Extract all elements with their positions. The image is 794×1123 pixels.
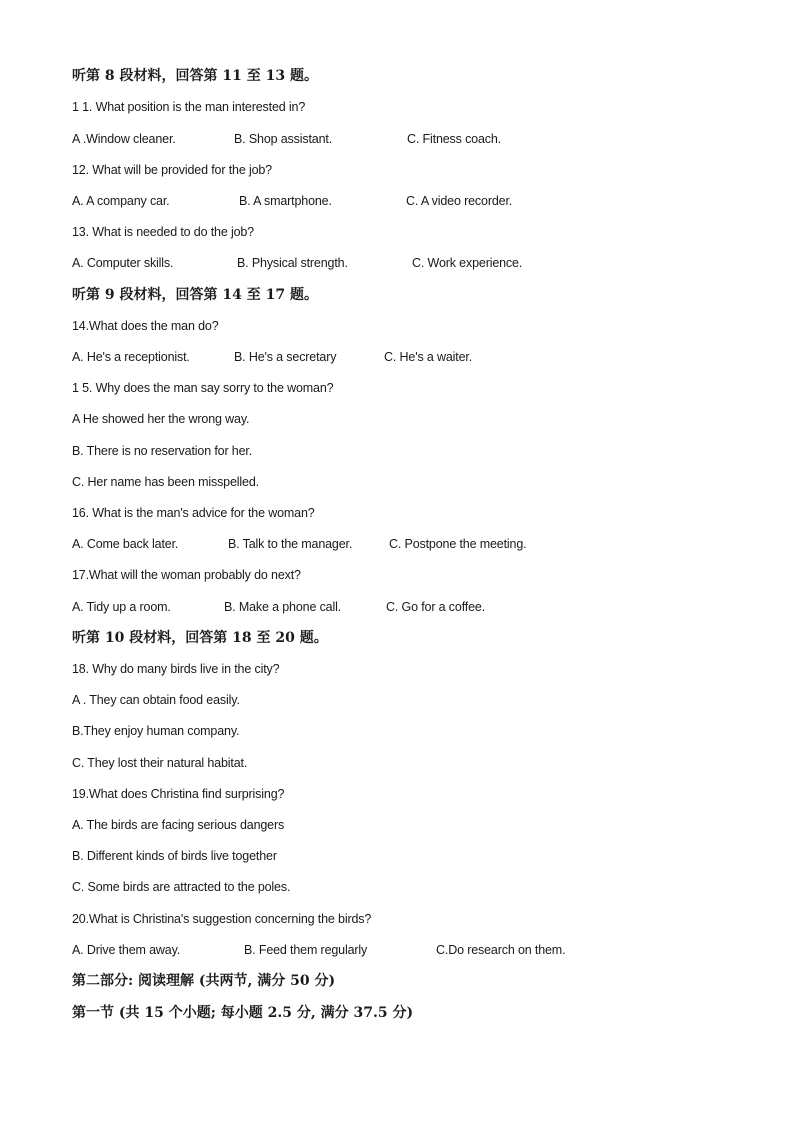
- option-c: C.Do research on them.: [436, 943, 566, 957]
- option-c: C. Fitness coach.: [407, 132, 502, 146]
- section-10-heading: 听第 10 段材料，回答第 18 至 20 题。: [72, 630, 328, 646]
- question-19-option-a: A. The birds are facing serious dangers: [72, 818, 285, 832]
- question-19-option-c: C. Some birds are attracted to the poles.: [72, 880, 291, 894]
- option-b: B. Physical strength.: [237, 256, 348, 270]
- option-c: C. Work experience.: [412, 256, 523, 270]
- option-b: B. He's a secretary: [234, 350, 337, 364]
- question-15-option-b: B. There is no reservation for her.: [72, 444, 253, 458]
- option-a: A. Computer skills.: [72, 256, 174, 270]
- option-c: C. He's a waiter.: [384, 350, 473, 364]
- part-2-section-1-heading: 第一节 (共 15 个小题; 每小题 2.5 分, 满分 37.5 分): [72, 1005, 414, 1021]
- option-b: B. Shop assistant.: [234, 132, 333, 146]
- option-b: B. A smartphone.: [239, 194, 332, 208]
- option-b: B. Make a phone call.: [224, 600, 342, 614]
- option-a: A. A company car.: [72, 194, 170, 208]
- question-18-option-a: A . They can obtain food easily.: [72, 693, 240, 707]
- question-14: 14.What does the man do?: [72, 319, 219, 333]
- part-2-heading: 第二部分: 阅读理解 (共两节, 满分 50 分): [72, 973, 336, 989]
- option-b: B. Talk to the manager.: [228, 537, 353, 551]
- question-17: 17.What will the woman probably do next?: [72, 568, 301, 582]
- question-11: 1 1. What position is the man interested in?: [72, 100, 306, 114]
- question-18: 18. Why do many birds live in the city?: [72, 662, 280, 676]
- section-8-heading: 听第 8 段材料，回答第 11 至 13 题。: [72, 68, 318, 84]
- option-c: C. Go for a coffee.: [386, 600, 486, 614]
- option-c: C. A video recorder.: [406, 194, 513, 208]
- option-c: C. Postpone the meeting.: [389, 537, 527, 551]
- option-a: A .Window cleaner.: [72, 132, 176, 146]
- option-a: A. Tidy up a room.: [72, 600, 171, 614]
- question-19-option-b: B. Different kinds of birds live together: [72, 849, 277, 863]
- question-13: 13. What is needed to do the job?: [72, 225, 254, 239]
- option-b: B. Feed them regularly: [244, 943, 368, 957]
- question-12: 12. What will be provided for the job?: [72, 163, 272, 177]
- question-19: 19.What does Christina find surprising?: [72, 787, 285, 801]
- option-a: A. Come back later.: [72, 537, 179, 551]
- question-16: 16. What is the man's advice for the woman?: [72, 506, 315, 520]
- option-a: A. He's a receptionist.: [72, 350, 190, 364]
- question-15: 1 5. Why does the man say sorry to the woman?: [72, 381, 334, 395]
- question-15-option-a: A He showed her the wrong way.: [72, 412, 250, 426]
- option-a: A. Drive them away.: [72, 943, 181, 957]
- question-15-option-c: C. Her name has been misspelled.: [72, 475, 259, 489]
- question-18-option-c: C. They lost their natural habitat.: [72, 756, 248, 770]
- question-20: 20.What is Christina's suggestion concerning the birds?: [72, 912, 372, 926]
- section-9-heading: 听第 9 段材料，回答第 14 至 17 题。: [72, 287, 318, 303]
- question-18-option-b: B.They enjoy human company.: [72, 724, 240, 738]
